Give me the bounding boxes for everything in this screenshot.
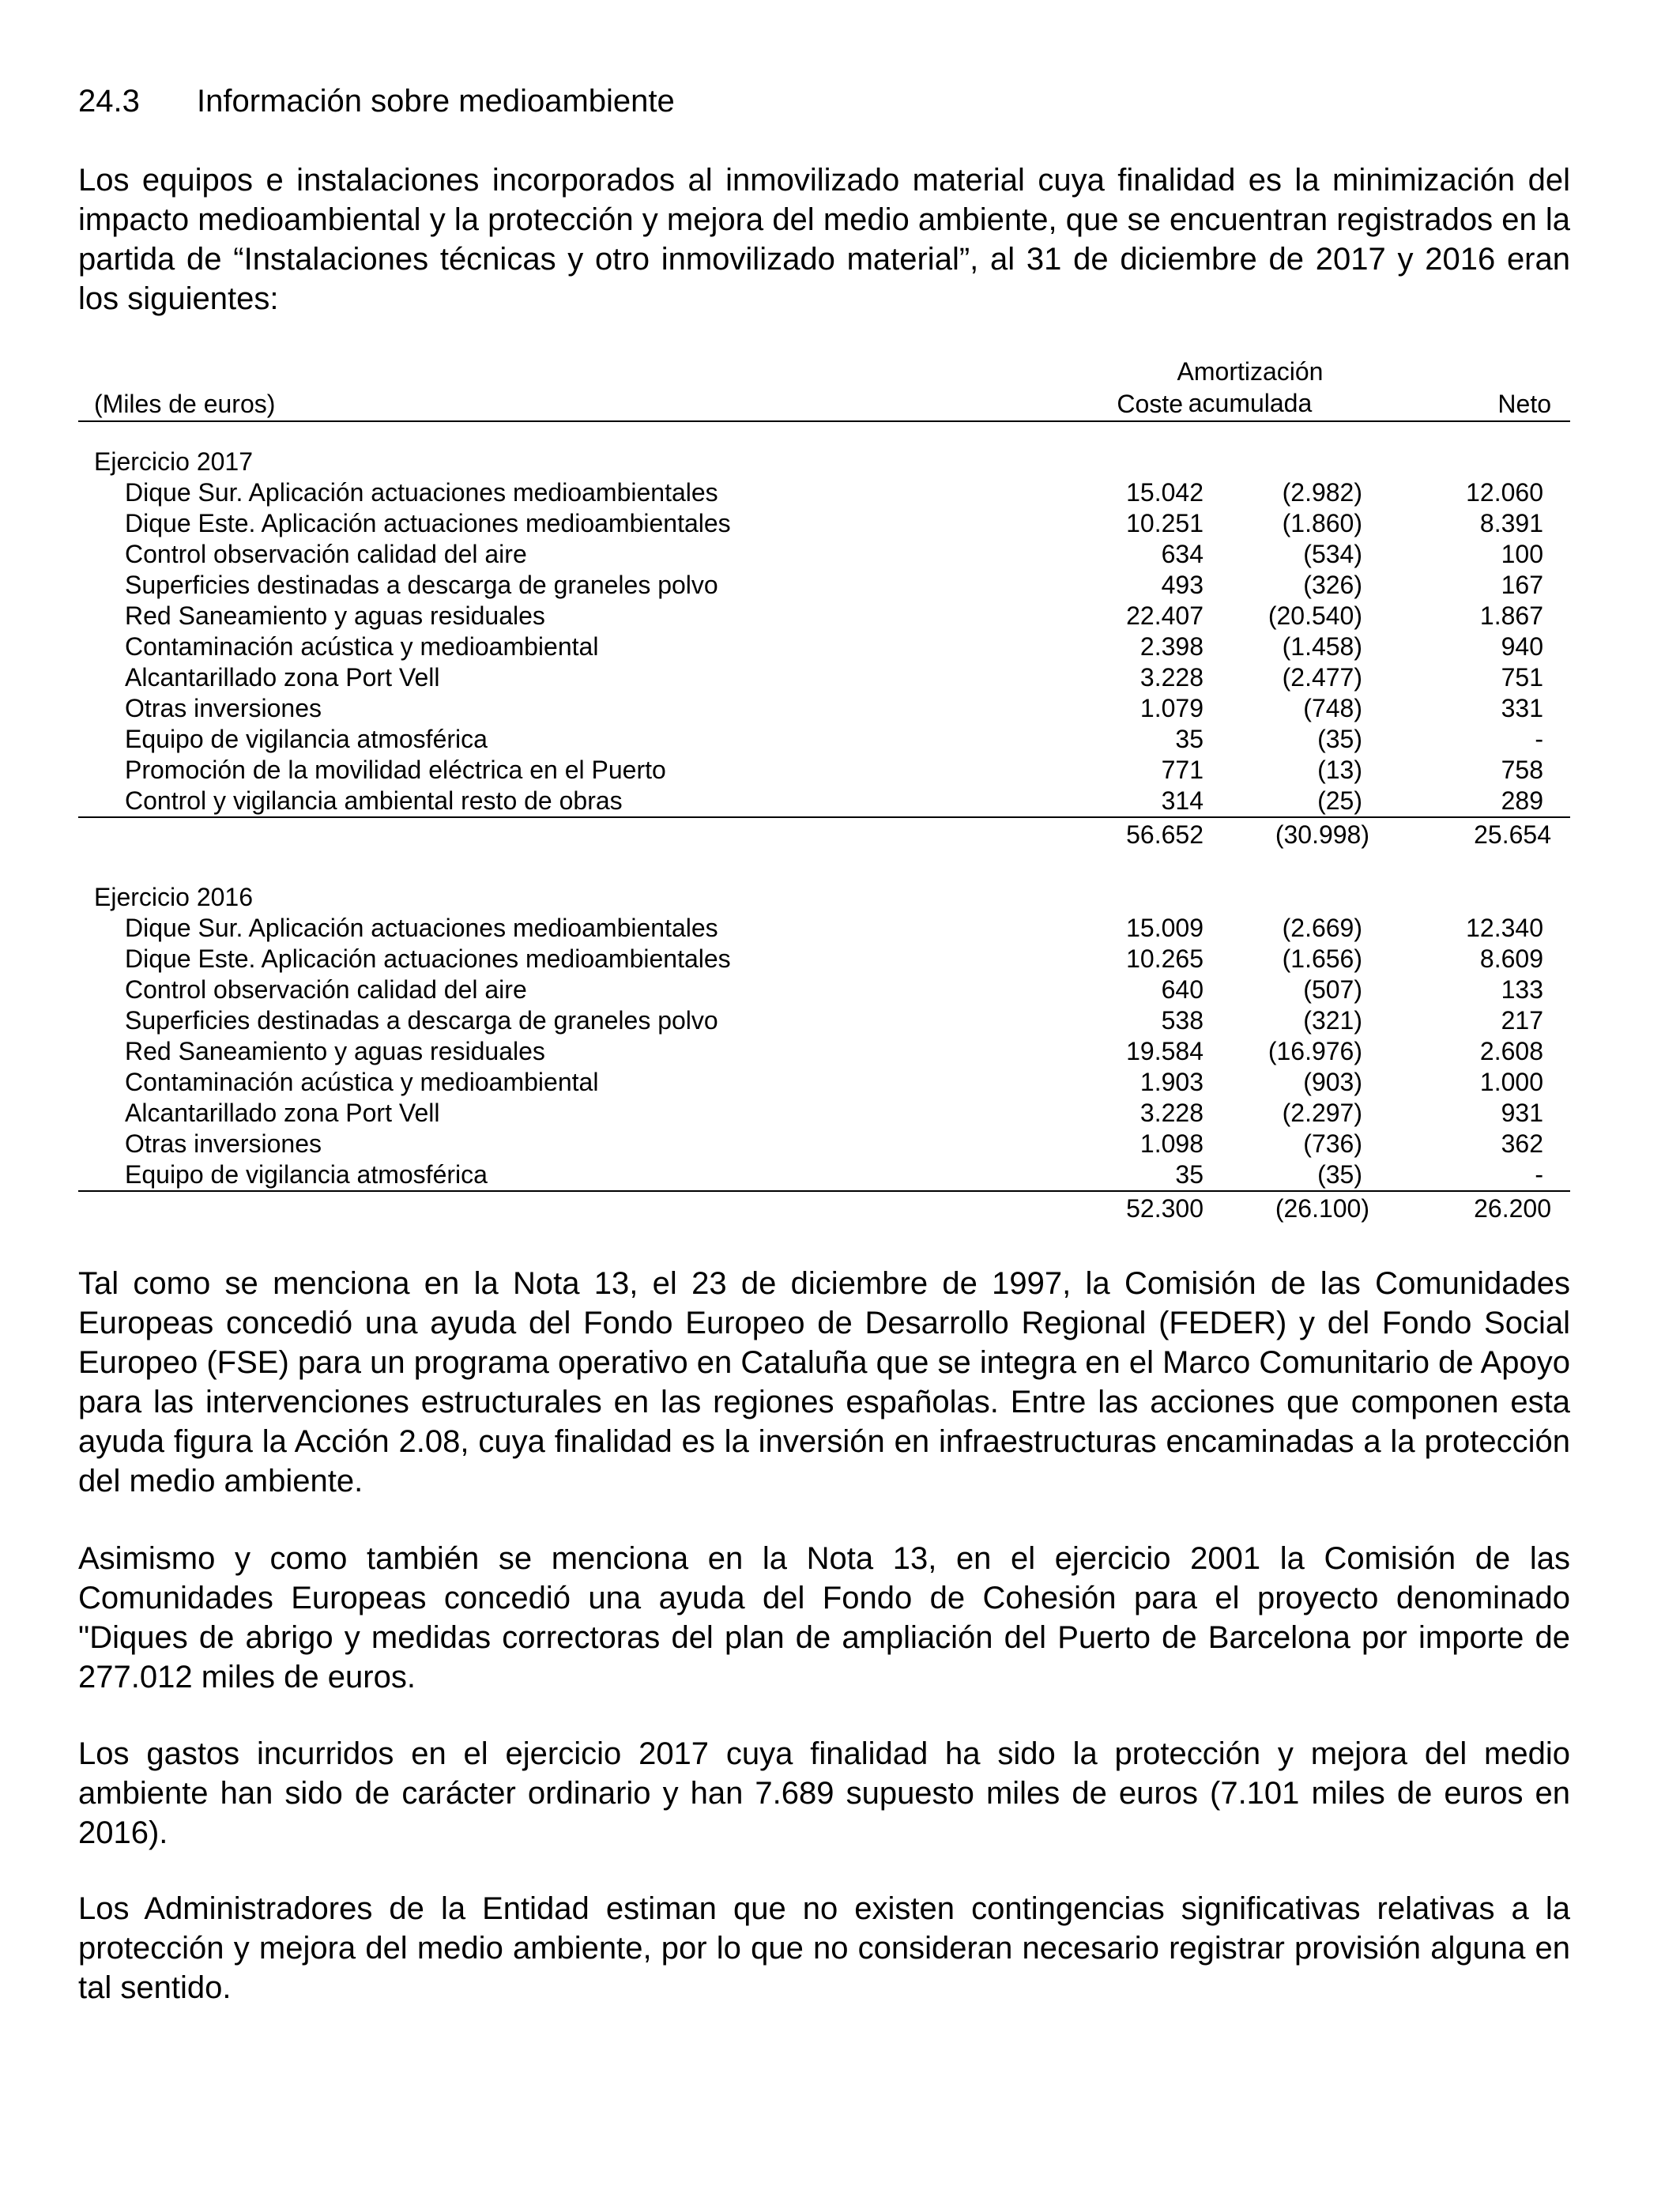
row-coste: 10.251 [1126,509,1203,537]
column-header-amortizacion-line1: Amortización [1177,357,1324,386]
row-amortizacion: (2.669) [1282,914,1362,942]
table-row [78,974,1570,1005]
table-row [78,1036,1570,1067]
row-label: Promoción de la movilidad eléctrica en el Puerto [125,756,666,784]
row-amortizacion: (16.976) [1268,1037,1362,1065]
row-label: Equipo de vigilancia atmosférica [125,725,488,753]
row-neto: 940 [1501,632,1543,661]
row-amortizacion: (1.860) [1282,509,1362,537]
total-neto: 25.654 [1474,820,1551,849]
row-coste: 1.079 [1139,694,1203,722]
row-neto: 167 [1501,571,1543,599]
table-row [78,570,1570,601]
row-neto: 931 [1501,1099,1543,1127]
total-neto: 26.200 [1474,1194,1551,1223]
total-coste: 56.652 [1126,820,1203,849]
row-amortizacion: (13) [1317,756,1362,784]
table-row [78,1159,1570,1190]
row-amortizacion: (903) [1303,1068,1362,1096]
row-amortizacion: (2.297) [1282,1099,1362,1127]
row-label: Contaminación acústica y medioambiental [125,632,599,661]
table-row [78,508,1570,539]
total-amortizacion: (26.100) [1275,1194,1369,1223]
table-row [78,631,1570,662]
row-label: Control y vigilancia ambiental resto de obras [125,786,623,815]
row-neto: - [1535,1160,1543,1189]
row-amortizacion: (35) [1317,1160,1362,1189]
row-neto: 289 [1501,786,1543,815]
row-coste: 640 [1161,975,1203,1004]
table-row [78,724,1570,755]
row-amortizacion: (20.540) [1268,601,1362,630]
row-label: Equipo de vigilancia atmosférica [125,1160,488,1189]
row-coste: 3.228 [1139,1099,1203,1127]
total-row-2016 [78,1190,1570,1227]
row-amortizacion: (534) [1303,540,1362,568]
row-neto: 758 [1501,756,1543,784]
row-label: Otras inversiones [125,694,322,722]
row-coste: 538 [1161,1006,1203,1035]
row-coste: 10.265 [1126,944,1203,973]
section-2017 [78,446,1570,853]
row-label: Control observación calidad del aire [125,975,527,1004]
column-header-coste: Coste [1117,390,1183,418]
row-coste: 1.903 [1139,1068,1203,1096]
section-2016 [78,881,1570,1227]
environment-assets-table [78,354,1570,1227]
row-label: Dique Sur. Aplicación actuaciones medioambientales [125,914,718,942]
table-row [78,477,1570,508]
row-neto: 362 [1501,1129,1543,1158]
row-coste: 19.584 [1126,1037,1203,1065]
row-label: Control observación calidad del aire [125,540,527,568]
row-neto: 100 [1501,540,1543,568]
row-coste: 15.042 [1126,478,1203,507]
row-neto: 8.609 [1479,944,1543,973]
row-neto: 8.391 [1479,509,1543,537]
row-label: Dique Sur. Aplicación actuaciones medioambientales [125,478,718,507]
row-coste: 1.098 [1139,1129,1203,1158]
row-amortizacion: (736) [1303,1129,1362,1158]
table-row [78,539,1570,570]
row-neto: 12.340 [1466,914,1543,942]
row-label: Red Saneamiento y aguas residuales [125,1037,545,1065]
row-coste: 634 [1161,540,1203,568]
row-neto: 1.000 [1479,1068,1543,1096]
row-amortizacion: (326) [1303,571,1362,599]
table-row [78,601,1570,631]
row-neto: 2.608 [1479,1037,1543,1065]
row-amortizacion: (507) [1303,975,1362,1004]
row-neto: 751 [1501,663,1543,692]
administradores-paragraph: Los Administradores de la Entidad estiman que no existen contingencias significativas relativas a la protección y mejora del medio ambiente, por lo que no consideran necesario registrar provisión alguna en tal sentido. [78,1891,1570,2005]
total-amortizacion: (30.998) [1275,820,1369,849]
row-label: Otras inversiones [125,1129,322,1158]
section-rows-2017 [78,477,1570,816]
column-header-amortizacion [1151,356,1349,419]
section-heading [78,82,675,120]
row-amortizacion: (1.656) [1282,944,1362,973]
section-title-2016: Ejercicio 2016 [94,883,253,911]
table-row [78,944,1570,974]
gastos-paragraph: Los gastos incurridos en el ejercicio 2017 cuya finalidad ha sido la protección y mejora del medio ambiente han sido de carácter ordinario y han 7.689 supuesto miles de euros (7.101 miles de euros en 2016). [78,1736,1570,1850]
total-coste: 52.300 [1126,1194,1203,1223]
row-neto: 133 [1501,975,1543,1004]
row-label: Alcantarillado zona Port Vell [125,663,440,692]
row-coste: 2.398 [1139,632,1203,661]
table-row [78,1067,1570,1098]
row-coste: 35 [1175,1160,1203,1189]
row-amortizacion: (2.477) [1282,663,1362,692]
row-label: Superficies destinadas a descarga de graneles polvo [125,1006,718,1035]
table-row [78,1098,1570,1129]
table-row [78,693,1570,724]
row-neto: 331 [1501,694,1543,722]
table-header [78,354,1570,422]
section-title: Información sobre medioambiente [197,84,675,119]
row-neto: 1.867 [1479,601,1543,630]
unit-label: (Miles de euros) [94,390,276,418]
row-amortizacion: (748) [1303,694,1362,722]
row-coste: 35 [1175,725,1203,753]
table-row [78,1005,1570,1036]
row-label: Red Saneamiento y aguas residuales [125,601,545,630]
row-amortizacion: (2.982) [1282,478,1362,507]
row-coste: 3.228 [1139,663,1203,692]
row-neto: - [1535,725,1543,753]
feder-paragraph: Tal como se menciona en la Nota 13, el 23 de diciembre de 1997, la Comisión de las Comunidades Europeas concedió una ayuda del Fondo Europeo de Desarrollo Regional (FEDER) y del Fondo Social Europeo (FSE) para un programa operativo en Cataluña que se integra en el Marco Comunitario de Apoyo para las intervenciones estructurales en las regiones españolas. Entre las acciones que componen esta ayuda figura la Acción 2.08, cuya finalidad es la inversión en infraestructuras encaminadas a la protección del medio ambiente. [78,1266,1570,1498]
total-row-2017 [78,816,1570,853]
table-row [78,1129,1570,1159]
row-amortizacion: (321) [1303,1006,1362,1035]
row-amortizacion: (1.458) [1282,632,1362,661]
table-row [78,786,1570,816]
row-amortizacion: (35) [1317,725,1362,753]
row-label: Superficies destinadas a descarga de graneles polvo [125,571,718,599]
row-neto: 12.060 [1466,478,1543,507]
row-label: Contaminación acústica y medioambiental [125,1068,599,1096]
row-coste: 771 [1161,756,1203,784]
row-coste: 493 [1161,571,1203,599]
row-label: Dique Este. Aplicación actuaciones medioambientales [125,944,731,973]
row-coste: 314 [1161,786,1203,815]
table-row [78,913,1570,944]
column-header-amortizacion-line2: acumulada [1188,389,1313,417]
section-title-2017: Ejercicio 2017 [94,447,253,476]
cohesion-paragraph: Asimismo y como también se menciona en la Nota 13, en el ejercicio 2001 la Comisión de las Comunidades Europeas concedió una ayuda del Fondo de Cohesión para el proyecto denominado "Diques de abrigo y medidas correctoras del plan de ampliación del Puerto de Barcelona por importe de 277.012 miles de euros. [78,1541,1570,1695]
section-number: 24.3 [78,84,140,119]
section-rows-2016 [78,913,1570,1190]
row-amortizacion: (25) [1317,786,1362,815]
row-label: Dique Este. Aplicación actuaciones medioambientales [125,509,731,537]
row-coste: 22.407 [1126,601,1203,630]
table-row [78,755,1570,786]
intro-paragraph: Los equipos e instalaciones incorporados al inmovilizado material cuya finalidad es la minimización del impacto medioambiental y la protección y mejora del medio ambiente, que se encuentran registrados en la partida de “Instalaciones técnicas y otro inmovilizado material”, al 31 de diciembre de 2017 y 2016 eran los siguientes: [78,163,1570,316]
column-header-neto: Neto [1497,390,1551,418]
row-label: Alcantarillado zona Port Vell [125,1099,440,1127]
table-row [78,662,1570,693]
row-coste: 15.009 [1126,914,1203,942]
row-neto: 217 [1501,1006,1543,1035]
